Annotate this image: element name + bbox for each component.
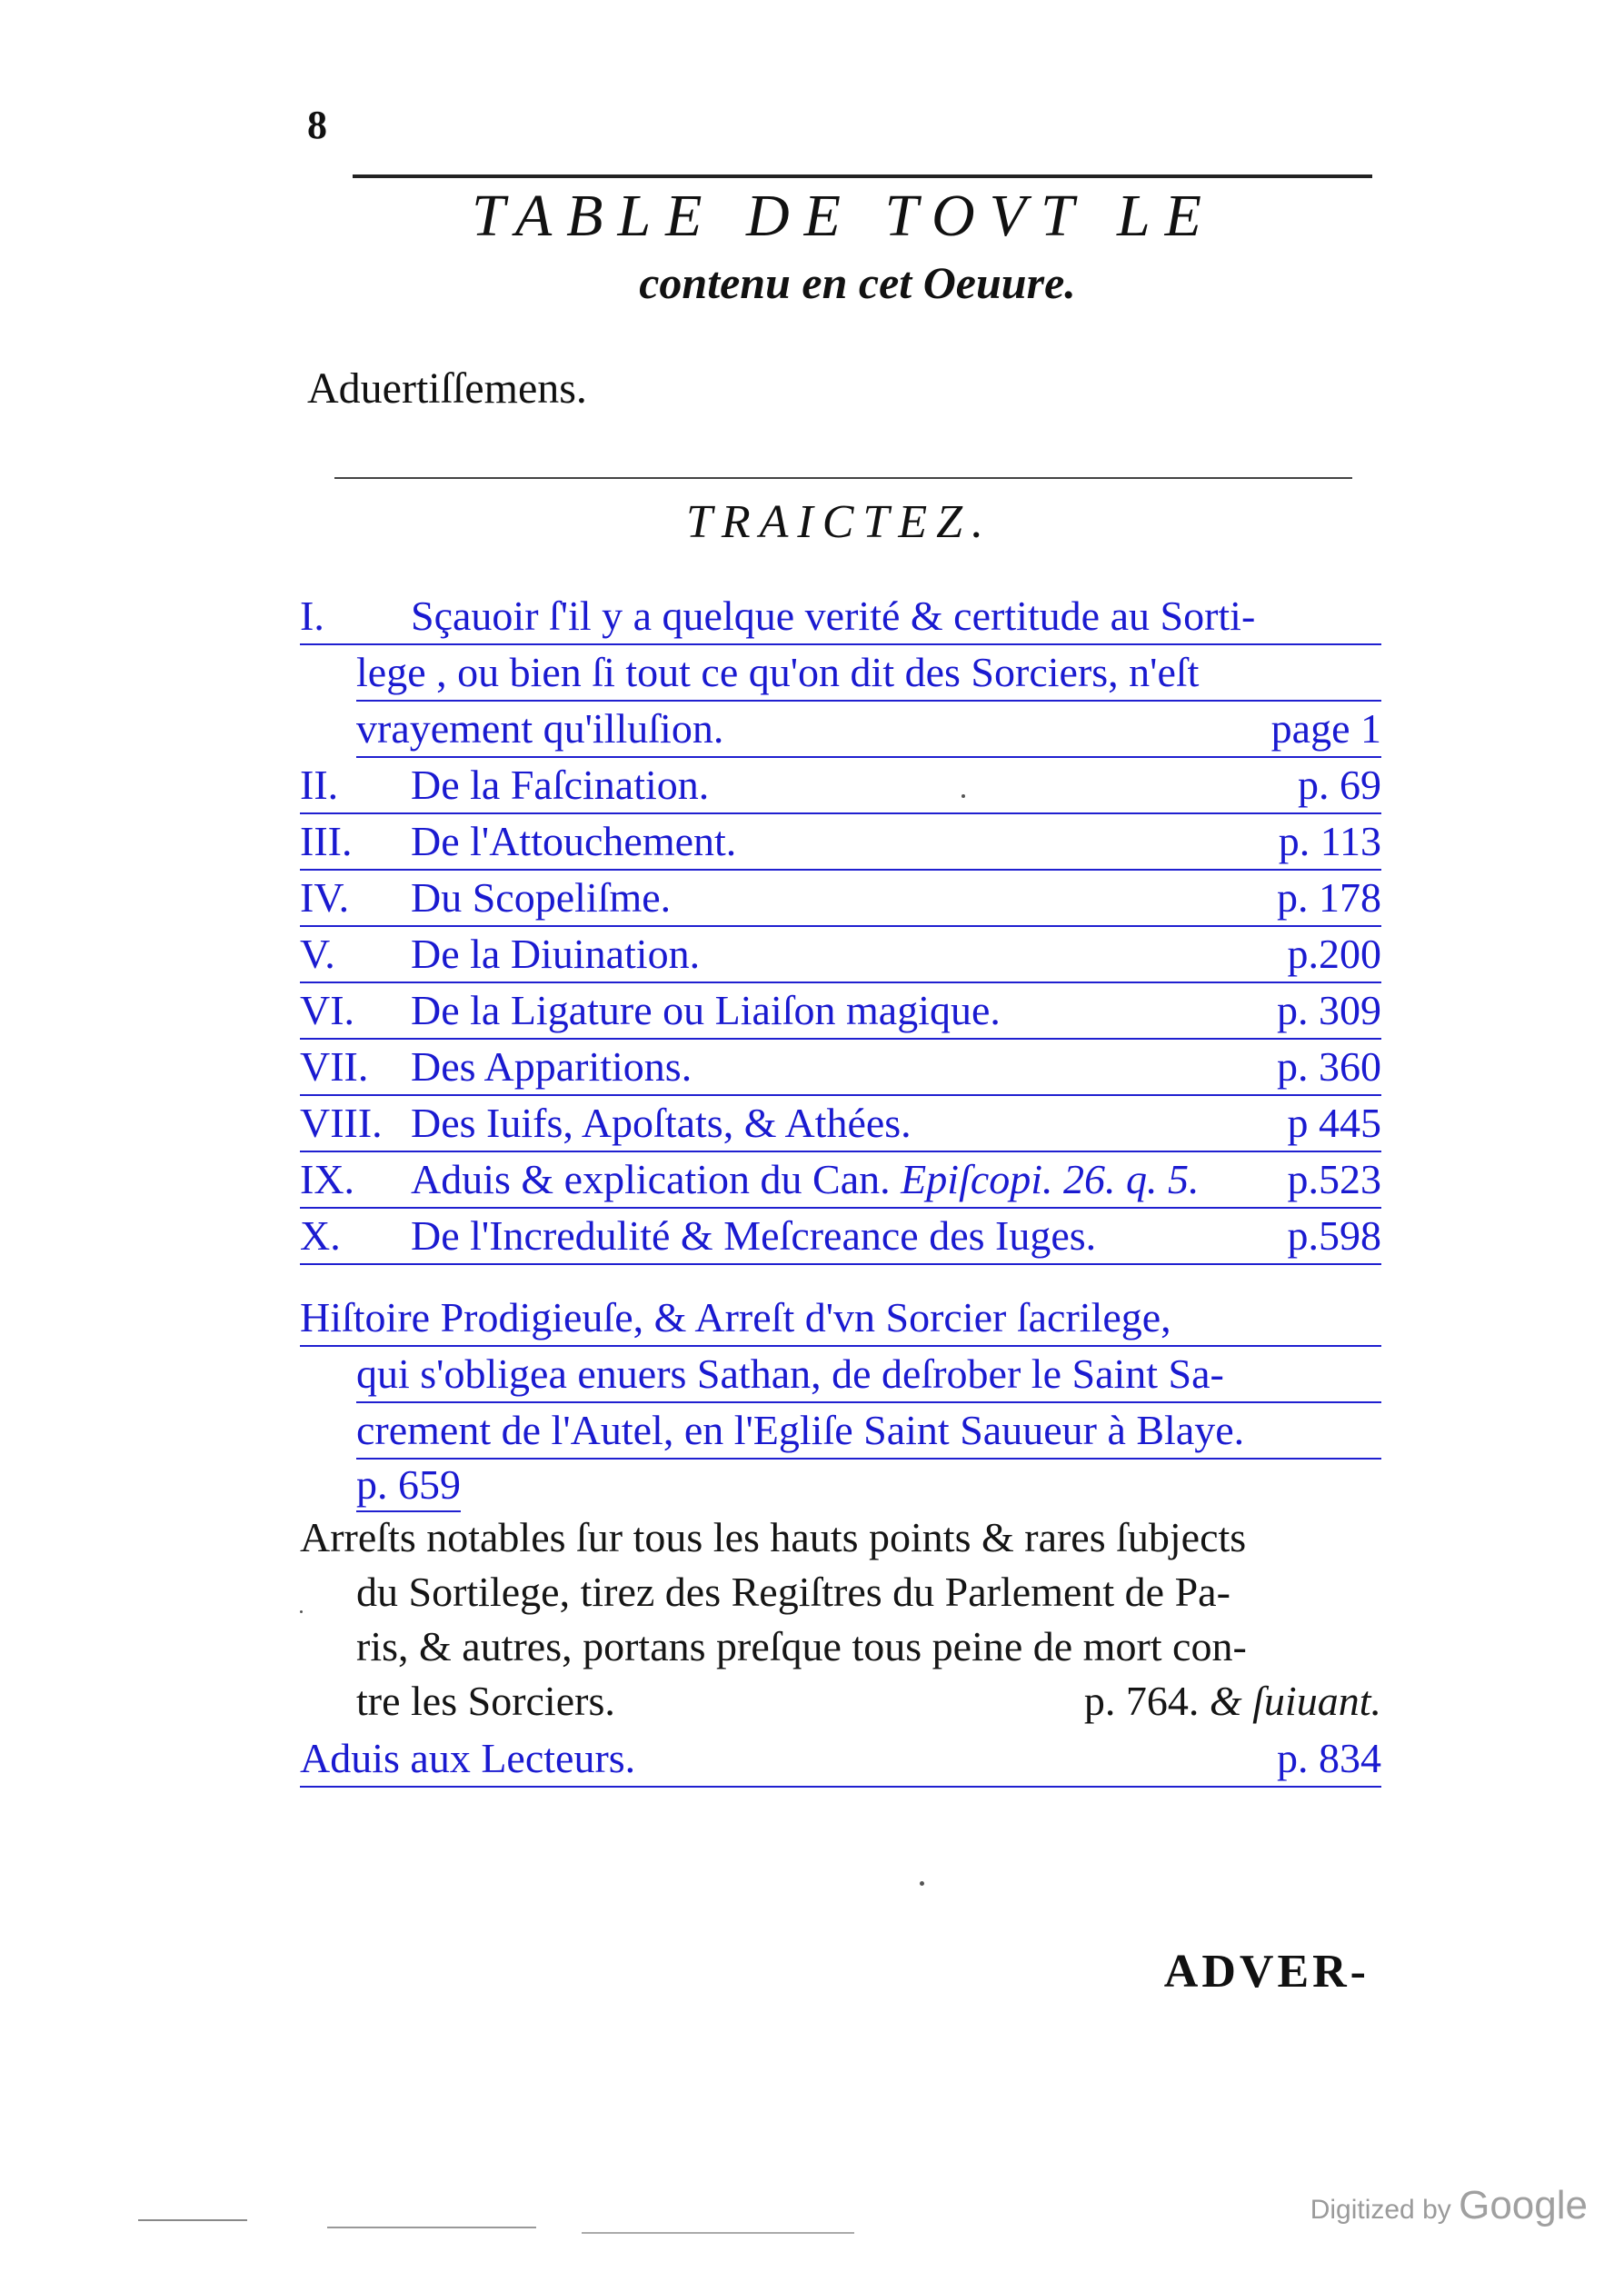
treatise-title <box>411 1152 1200 1207</box>
page-reference: p. 834 <box>1277 1735 1381 1781</box>
arrests-line <box>356 1619 1381 1674</box>
arrests-text: tre les Sorciers. <box>356 1678 615 1724</box>
page-reference: p. 178 <box>1277 874 1381 921</box>
treatise-entry-1-continued <box>356 645 1381 702</box>
scan-speck <box>300 1610 303 1613</box>
watermark-brand: Google <box>1459 2183 1588 2227</box>
treatise-title-citation: Epiſcopi. 26. q. 5. <box>901 1156 1200 1202</box>
page-reference: p. 659 <box>356 1460 461 1512</box>
treatise-number: IX. <box>300 1156 355 1202</box>
intro-entry: Aduertiſſemens. <box>307 364 587 413</box>
page-reference: page 1 <box>1270 705 1381 752</box>
aduis-entry[interactable] <box>300 1731 1381 1788</box>
treatise-title: De l'Attouchement. <box>411 818 737 864</box>
histoire-text: qui s'obligea enuers Sathan, de deſrober le Saint Sa- <box>356 1350 1224 1397</box>
treatise-entry-6[interactable] <box>300 983 1381 1040</box>
treatise-entry-8[interactable] <box>300 1096 1381 1152</box>
treatise-entry-9[interactable] <box>300 1152 1381 1209</box>
histoire-line <box>356 1460 1381 1514</box>
treatise-number: IV. <box>300 874 350 921</box>
treatise-title-text: Aduis & explication du Can. <box>411 1156 891 1202</box>
digitized-watermark <box>1310 2183 1588 2228</box>
page-reference <box>1084 1674 1381 1729</box>
arrests-text: ris, & autres, portans preſque tous peine de mort con- <box>356 1623 1247 1669</box>
arrests-line <box>356 1674 1381 1729</box>
aduis-text: Aduis aux Lecteurs. <box>300 1735 636 1781</box>
treatise-number: III. <box>300 818 353 864</box>
page-reference: p. 360 <box>1277 1043 1381 1090</box>
page-reference: p.598 <box>1287 1212 1381 1259</box>
treatise-number: VIII. <box>300 1100 383 1146</box>
treatise-entry-1-continued <box>356 702 1381 758</box>
section-heading: TRAICTEZ. <box>685 496 993 548</box>
arrests-entry <box>300 1510 1381 1729</box>
treatise-entry-3[interactable] <box>300 814 1381 871</box>
treatise-number: II. <box>300 762 339 808</box>
arrests-text: Arreſts notables ſur tous les hauts points & rares ſubjects <box>300 1514 1247 1560</box>
page-reference-suffix: & ſuiuant. <box>1209 1678 1381 1724</box>
page-reference-number: p. 764. <box>1083 1678 1200 1724</box>
histoire-line <box>300 1290 1381 1347</box>
histoire-text: crement de l'Autel, en l'Egliſe Saint Sauueur à Blaye. <box>356 1407 1245 1453</box>
arrests-line <box>356 1565 1381 1619</box>
treatise-title: De la Faſcination. <box>411 762 710 808</box>
watermark-prefix: Digitized by <box>1310 2195 1451 2225</box>
scan-speck <box>138 2219 247 2221</box>
treatise-entry-4[interactable] <box>300 871 1381 927</box>
arrests-text: du Sortilege, tirez des Regiſtres du Parlement de Pa- <box>356 1569 1230 1615</box>
aduis-line <box>300 1731 1381 1788</box>
scan-speck <box>961 794 965 798</box>
treatise-number: V. <box>300 931 335 977</box>
scan-speck <box>582 2232 854 2234</box>
page-reference: p.200 <box>1287 931 1381 977</box>
page-reference: p.523 <box>1287 1156 1381 1202</box>
treatise-title: De la Diuination. <box>411 931 701 977</box>
treatise-list <box>300 589 1381 1265</box>
page-reference: p. 113 <box>1278 818 1381 864</box>
treatise-title: De la Ligature ou Liaiſon magique. <box>411 987 1001 1033</box>
treatise-entry-5[interactable] <box>300 927 1381 983</box>
page-number: 8 <box>307 103 327 147</box>
treatise-title: Sçauoir ſ'il y a quelque verité & certitude au Sorti- <box>411 593 1256 639</box>
histoire-entry[interactable] <box>300 1290 1381 1514</box>
treatise-title: De l'Incredulité & Meſcreance des Iuges. <box>411 1212 1097 1259</box>
scan-speck <box>920 1881 924 1886</box>
header-rule <box>353 174 1372 178</box>
catchword: ADVER- <box>1163 1946 1370 1998</box>
treatise-entry-7[interactable] <box>300 1040 1381 1096</box>
treatise-title: Des Apparitions. <box>411 1043 692 1090</box>
treatise-number: VI. <box>300 987 355 1033</box>
treatise-title: Du Scopeliſme. <box>411 874 672 921</box>
treatise-entry-1[interactable] <box>300 589 1381 645</box>
treatise-title: vrayement qu'illuſion. <box>356 705 724 752</box>
treatise-title: Des Iuifs, Apoſtats, & Athées. <box>411 1100 912 1146</box>
scan-speck <box>327 2227 536 2228</box>
section-rule <box>334 477 1352 479</box>
page-reference: p. 69 <box>1298 762 1381 808</box>
histoire-line <box>356 1403 1381 1460</box>
treatise-number: X. <box>300 1212 341 1259</box>
histoire-text: Hiſtoire Prodigieuſe, & Arreſt d'vn Sorcier ſacrilege, <box>300 1294 1171 1340</box>
treatise-number: I. <box>300 593 324 639</box>
page-reference: p 445 <box>1287 1100 1381 1146</box>
treatise-entry-10[interactable] <box>300 1209 1381 1265</box>
histoire-line <box>356 1347 1381 1403</box>
page-title: TABLE DE TOVT LE <box>472 183 1216 249</box>
page-subtitle: contenu en cet Oeuure. <box>639 257 1076 308</box>
treatise-title: lege , ou bien ſi tout ce qu'on dit des Sorciers, n'eſt <box>356 649 1200 695</box>
arrests-line <box>300 1510 1381 1565</box>
treatise-number: VII. <box>300 1043 369 1090</box>
page-reference: p. 309 <box>1277 987 1381 1033</box>
treatise-entry-2[interactable] <box>300 758 1381 814</box>
